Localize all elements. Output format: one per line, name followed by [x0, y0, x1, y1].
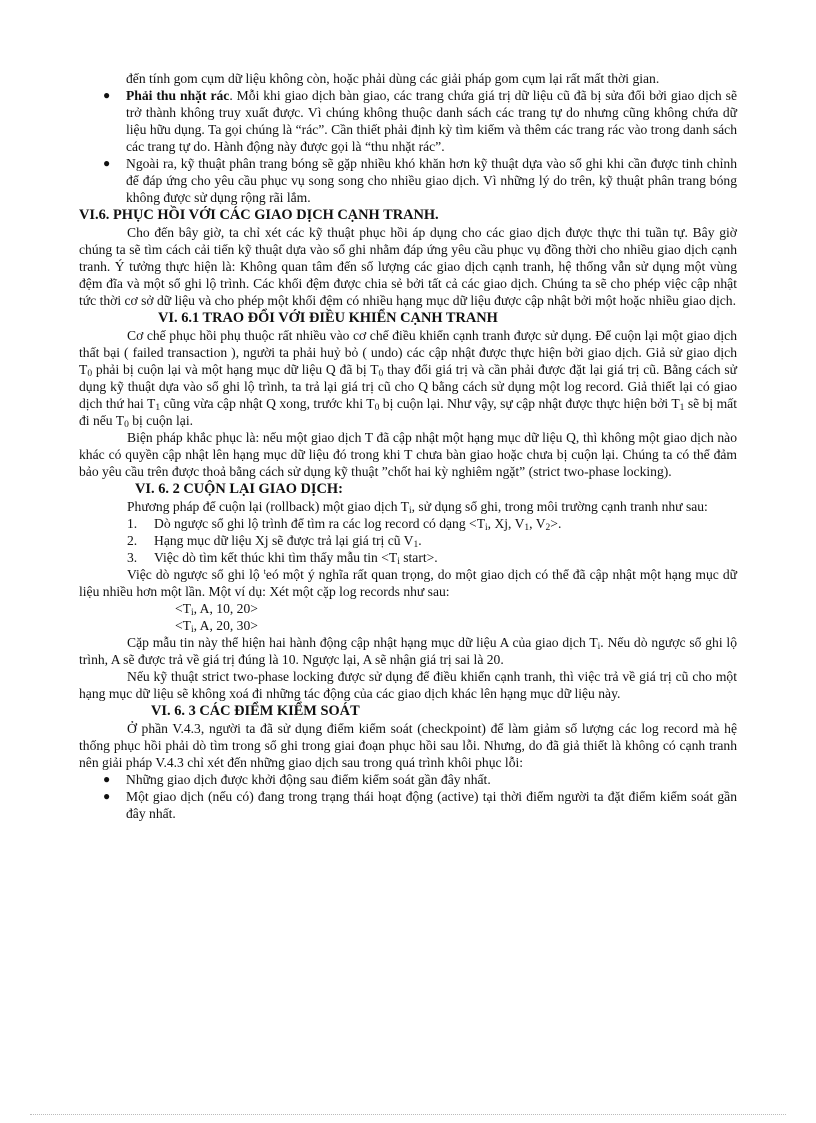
text-run: , A, 10, 20> [193, 601, 258, 616]
text-run: >. [550, 516, 562, 531]
bullet-dot-icon: ● [103, 772, 111, 786]
subscript: i [190, 608, 194, 618]
bullet-text: Ngoài ra, kỹ thuật phân trang bóng sẽ gặp nhiều khó khăn hơn kỹ thuật dựa vào sổ ghi khi cần được tinh chỉnh để đáp ứng cho yêu cầu phục vụ song song cho nhiều giao dịch. Vì những lý do trên, kỹ thuật phân trang bóng không được sử dụng rộng rãi lắm. [126, 156, 737, 205]
text-run: , V [529, 516, 546, 531]
paragraph-vi62-d: Nếu kỹ thuật strict two-phase locking được sử dụng để điều khiển cạnh tranh, thì việc trả về giá trị cũ cho một hạng mục dữ liệu sẽ không xoá đi những tác động của các giao dịch khác lên hạng mục dữ liệu này. [79, 669, 737, 701]
bullet-list-checkpoint [79, 771, 737, 822]
bullet-item [79, 87, 737, 155]
section-heading-vi6: VI.6. PHỤC HỒI VỚI CÁC GIAO DỊCH CẠNH TRANH. [79, 207, 439, 223]
text-run: eó một ý nghĩa rất quan trọng, do một giao dịch có thể đã cập nhật một hạng mục dữ liệu nhiều hơn một lần. Một ví dụ: Xét một cặp log records như sau: [79, 567, 737, 599]
text-run: phải bị cuộn lại và một hạng mục dữ liệu Q đã bị T [92, 362, 379, 377]
subscript: 1 [155, 403, 161, 413]
log-record-line [79, 600, 737, 617]
paragraph-vi63: Ở phần V.4.3, người ta đã sử dụng điểm kiểm soát (checkpoint) để làm giảm số lượng các log record mà hệ thống phục hồi phải dò tìm trong sổ ghi trong giai đoạn phục hồi sau lỗi. Nhưng, do đã giả thiết là không có cạnh tranh nên giải pháp V.4.3 chỉ xét đến những giao dịch sau trong quá trình khôi phục lỗi: [79, 721, 737, 770]
list-number: 3. [127, 550, 138, 565]
text-run: bị cuộn lại. [128, 413, 193, 428]
text-run: Cặp mẫu tin này thể hiện hai hành động cập nhật hạng mục dữ liệu A của giao dịch T [127, 635, 598, 650]
paragraph-vi61-a [79, 327, 737, 429]
bullet-item [79, 771, 737, 788]
subscript: i [397, 557, 400, 567]
page-content [79, 70, 737, 822]
subscript: 1 [524, 523, 530, 533]
text-run: . [418, 533, 422, 548]
bullet-text: Những giao dịch được khởi động sau điểm kiểm soát gần đây nhất. [126, 772, 491, 787]
subscript: 1 [679, 403, 685, 413]
text-run: Việc dò tìm kết thúc khi tìm thấy mẫu tin <T [154, 550, 398, 565]
text-run: , A, 20, 30> [193, 618, 258, 633]
subscript: 0 [124, 420, 129, 430]
bullet-dot-icon: ● [103, 789, 111, 803]
subscript: 0 [374, 403, 380, 413]
text-run: <T [175, 601, 191, 616]
subscript: i [485, 523, 488, 533]
subscript: i [597, 642, 601, 652]
text-run: Việc dò ngược sổ ghi lộ [127, 567, 264, 582]
text-run: bị cuộn lại. Như vậy, sự cập nhật được thực hiện bởi T [379, 396, 680, 411]
text-run: <T [175, 618, 191, 633]
bullet-bold-lead: Phải thu nhặt rác [126, 88, 230, 103]
text-run: . Nếu dò ngược sổ ghi lộ trình, A sẽ được trả về giá trị đúng là 10. Ngược lại, A sẽ nhận giá trị sai là 20. [79, 635, 737, 667]
subsection-heading-vi63: VI. 6. 3 CÁC ĐIỂM KIỂM SOÁT [151, 703, 360, 719]
superscript: t [263, 567, 266, 576]
bullet-text: . Mỗi khi giao dịch bàn giao, các trang chứa giá trị dữ liệu cũ đã bị sửa đổi bởi giao dịch sẽ trở thành không truy xuất được. Vì chúng không thuộc danh sách các trang tự do nhưng cũng không chứa dữ liệu hữu dụng. Ta gọi chúng là “rác”. Cần thiết phải định kỳ tìm kiếm và thêm các trang rác vào trong danh sách các trang tự do. Hành động này được gọi là “thu nhặt rác”. [126, 88, 738, 154]
bullet-list-shadow-paging [79, 87, 737, 206]
list-item [79, 549, 737, 566]
page-footer-divider [30, 1114, 786, 1115]
log-record-line [79, 617, 737, 634]
paragraph-vi6: Cho đến bây giờ, ta chỉ xét các kỹ thuật phục hồi áp dụng cho các giao dịch được thực thi tuần tự. Bây giờ chúng ta sẽ tìm cách cải tiến kỹ thuật dựa vào sổ ghi nhằm đáp ứng yêu cầu phục vụ đồng thời cho nhiều giao dịch cạnh tranh. Ý tưởng thực hiện là: Không quan tâm đến số lượng các giao dịch cạnh tranh, hệ thống vẫn sử dụng một vùng đệm đĩa và một sổ ghi lộ trình. Các khối đệm được chia sẻ bởi tất cả các giao dịch. Chúng ta sẽ cho phép việc cập nhật tức thời cơ sở dữ liệu và cho phép một khối đệm có nhiều hạng mục dữ liệu được cập nhật bởi một hoặc nhiều giao dịch. [79, 225, 737, 308]
list-number: 1. [127, 516, 138, 531]
subscript: 1 [413, 540, 419, 550]
text-run: , sử dụng sổ ghi, trong môi trường cạnh tranh như sau: [411, 499, 708, 514]
subscript: i [190, 625, 194, 635]
continued-paragraph: đến tính gom cụm dữ liệu không còn, hoặc phải dùng các giải pháp gom cụm lại rất mất thời gian. [126, 71, 660, 86]
text-run: , Xj, V [487, 516, 525, 531]
text-run: thay đổi giá trị và cần phải được đặt lại giá trị cũ. Bằng cách sử dụng kỹ thuật dựa vào sổ ghi lộ trình, ta trả lại giá trị cũ cho Q bằng cách sử dụng một log record. Giả thiết lại có giao dịch thứ hai T [79, 362, 738, 411]
paragraph-vi61-b: Biện pháp khắc phục là: nếu một giao dịch T đã cập nhật một hạng mục dữ liệu Q, thì không một giao dịch nào khác có quyền cập nhật lên hạng mục dữ liệu đó trong khi T chưa bàn giao hoặc chưa bị cuộn lại. Chúng ta có thể đảm bảo yêu cầu trên được thoả bằng cách sử dụng kỹ thuật ”chốt hai kỳ nghiêm ngặt” (strict two-phase locking). [79, 430, 737, 479]
text-run: Hạng mục dữ liệu Xj sẽ được trả lại giá trị cũ V [154, 533, 414, 548]
list-item [79, 532, 737, 549]
text-run: cũng vừa cập nhật Q xong, trước khi T [160, 396, 375, 411]
text-run: Dò ngược sổ ghi lộ trình để tìm ra các log record có dạng <T [154, 516, 486, 531]
text-run: sẽ bị mất đi nếu T [79, 396, 737, 428]
paragraph-vi62-c [79, 634, 737, 668]
subscript: 0 [87, 369, 93, 379]
paragraph-vi62-b [79, 566, 737, 600]
paragraph-vi62-a [79, 498, 737, 515]
text-run: Phương pháp để cuộn lại (rollback) một giao dịch T [127, 499, 409, 514]
bullet-dot-icon: ● [103, 88, 111, 102]
list-item [79, 515, 737, 532]
subsection-heading-vi62: VI. 6. 2 CUỘN LẠI GIAO DỊCH: [135, 481, 343, 497]
bullet-dot-icon: ● [103, 156, 111, 170]
text-run: Cơ chế phục hồi phụ thuộc rất nhiều vào cơ chế điều khiển cạnh tranh được sử dụng. Để cuộn lại một giao dịch thất bại ( failed transaction ), người ta phải huỷ bỏ ( undo) các cập nhật được thực hiện bởi giao dịch. Giả sử giao dịch T [79, 328, 737, 377]
text-run: start>. [399, 550, 438, 565]
subscript: i [408, 506, 412, 516]
list-number: 2. [127, 533, 138, 548]
subsection-heading-vi61: VI. 6.1 TRAO ĐỔI VỚI ĐIỀU KHIỂN CẠNH TRANH [158, 310, 498, 326]
bullet-text: Một giao dịch (nếu có) đang trong trạng thái hoạt động (active) tại thời điểm người ta đặt điểm kiểm soát gần đây nhất. [126, 789, 737, 821]
bullet-item [79, 155, 737, 206]
bullet-item [79, 788, 737, 822]
rollback-steps-list [79, 515, 737, 566]
subscript: 2 [545, 523, 551, 533]
subscript: 0 [378, 369, 384, 379]
